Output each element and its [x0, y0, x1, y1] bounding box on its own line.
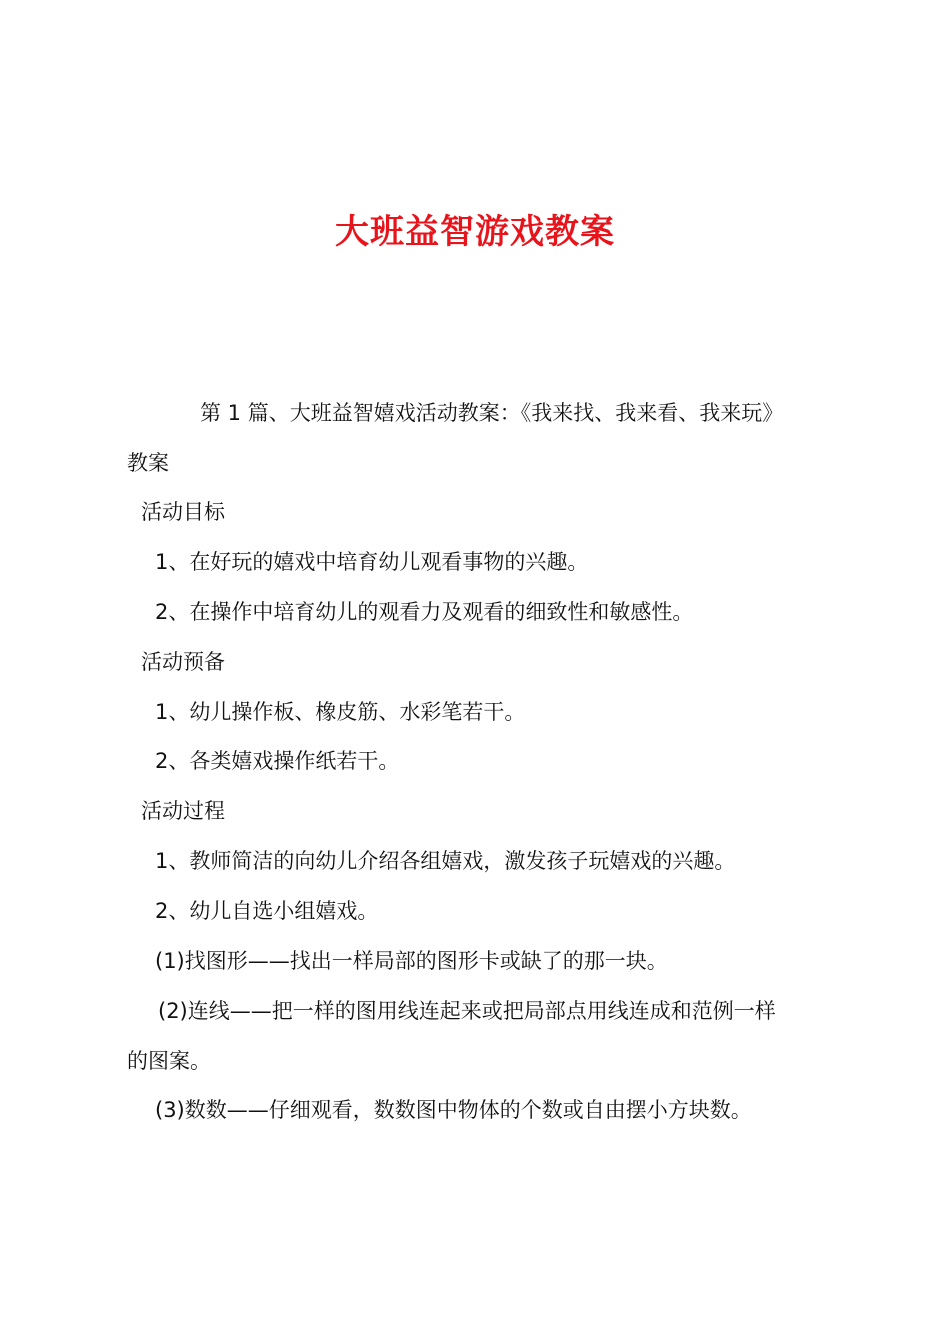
document-title: 大班益智游戏教案	[335, 212, 615, 252]
paragraph-intro-continuation: 教案	[127, 451, 169, 475]
section-heading-process: 活动过程	[141, 799, 225, 823]
process-item: 2、幼儿自选小组嬉戏。	[155, 899, 379, 923]
preparation-item: 2、各类嬉戏操作纸若干。	[155, 749, 400, 773]
objective-item: 1、在好玩的嬉戏中培育幼儿观看事物的兴趣。	[155, 550, 589, 574]
section-heading-preparation: 活动预备	[141, 650, 225, 674]
objective-item: 2、在操作中培育幼儿的观看力及观看的细致性和敏感性。	[155, 600, 694, 624]
game-item: (3)数数——仔细观看，数数图中物体的个数或自由摆小方块数。	[155, 1098, 752, 1122]
paragraph-intro: 第 1 篇、大班益智嬉戏活动教案：《我来找、我来看、我来玩》	[200, 401, 784, 425]
section-heading-objectives: 活动目标	[141, 500, 225, 524]
game-item: (2)连线——把一样的图用线连起来或把局部点用线连成和范例一样	[158, 999, 776, 1023]
process-item: 1、教师简洁的向幼儿介绍各组嬉戏，激发孩子玩嬉戏的兴趣。	[155, 849, 736, 873]
game-item-continuation: 的图案。	[127, 1049, 211, 1073]
preparation-item: 1、幼儿操作板、橡皮筋、水彩笔若干。	[155, 700, 526, 724]
game-item: (1)找图形——找出一样局部的图形卡或缺了的那一块。	[155, 949, 668, 973]
